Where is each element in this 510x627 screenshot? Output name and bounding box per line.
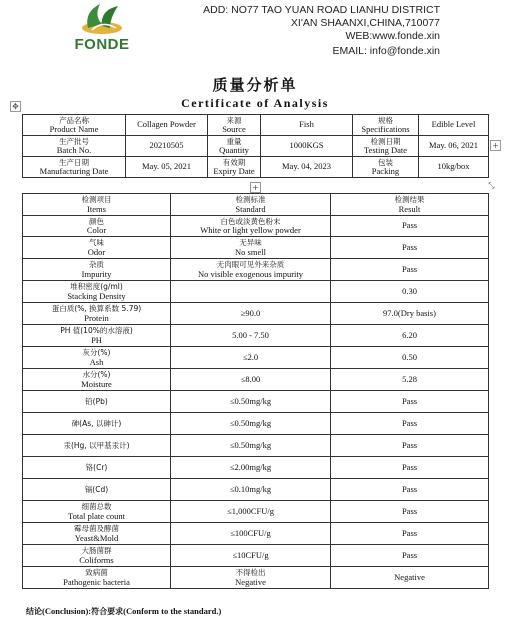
table-row <box>23 216 489 237</box>
item-cell: 大肠菌群 Coliforms <box>23 545 171 567</box>
address-line-2: XI'AN SHAANXI,CHINA,710077 <box>290 17 440 29</box>
table-move-handle-icon[interactable]: ✥ <box>10 101 21 112</box>
batch-label: 生产批号 Batch No. <box>23 136 126 157</box>
standard-cell: ≤8.00 <box>171 369 331 391</box>
add-column-icon[interactable]: + <box>490 140 501 151</box>
table-row <box>23 479 489 501</box>
table-row <box>23 115 489 136</box>
standard-cell: ≤0.50mg/kg <box>171 435 331 457</box>
result-cell: 0.30 <box>331 281 489 303</box>
email: EMAIL: info@fonde.xin <box>332 45 440 57</box>
standard-cell: 不得检出 Negative <box>171 567 331 589</box>
table-row <box>23 157 489 178</box>
standard-cell: ≤0.50mg/kg <box>171 391 331 413</box>
result-cell: 0.50 <box>331 347 489 369</box>
result-cell: Negative <box>331 567 489 589</box>
title-english: Certificate of Analysis <box>181 96 329 110</box>
result-cell: Pass <box>331 391 489 413</box>
table-row <box>23 237 489 259</box>
table-row <box>23 457 489 479</box>
standard-cell: ≤2.00mg/kg <box>171 457 331 479</box>
result-cell: 97.0(Dry basis) <box>331 303 489 325</box>
item-cell: 致病菌 Pathogenic bacteria <box>23 567 171 589</box>
product-name-label: 产品名称 Product Name <box>23 115 126 136</box>
standard-cell: ≤1,000CFU/g <box>171 501 331 523</box>
table-row <box>23 303 489 325</box>
table-resize-handle-icon[interactable]: ⤡ <box>488 181 495 190</box>
result-cell: Pass <box>331 545 489 567</box>
table-row <box>23 391 489 413</box>
item-cell: 铬(Cr) <box>23 457 171 479</box>
standard-cell: 无异味 No smell <box>171 237 331 259</box>
result-cell: Pass <box>331 216 489 237</box>
item-cell: 铅(Pb) <box>23 391 171 413</box>
standard-cell: ≤100CFU/g <box>171 523 331 545</box>
result-cell: Pass <box>331 501 489 523</box>
title-chinese: 质量分析单 <box>212 76 298 94</box>
source-value: Fish <box>261 115 353 136</box>
table-row <box>23 567 489 589</box>
result-cell: Pass <box>331 457 489 479</box>
items-header: 检测项目 Items <box>23 194 171 216</box>
logo-text: FONDE <box>74 36 130 53</box>
item-cell: 细菌总数 Total plate count <box>23 501 171 523</box>
standard-cell <box>171 281 331 303</box>
standard-cell: ≤10CFU/g <box>171 545 331 567</box>
source-label: 来源 Source <box>208 115 261 136</box>
result-cell: Pass <box>331 237 489 259</box>
product-name-value: Collagen Powder <box>126 115 208 136</box>
result-cell: Pass <box>331 523 489 545</box>
result-header: 检测结果 Result <box>331 194 489 216</box>
company-logo <box>62 2 142 62</box>
leaf-logo-icon <box>80 2 124 36</box>
website: WEB:www.fonde.xin <box>345 30 440 42</box>
item-cell: 堆积密度(g/ml) Stacking Density <box>23 281 171 303</box>
table-row <box>23 259 489 281</box>
standard-cell: ≤0.50mg/kg <box>171 413 331 435</box>
item-cell: 霉母菌及酵菌 Yeast&Mold <box>23 523 171 545</box>
testing-date-label: 检测日期 Testing Date <box>353 136 419 157</box>
result-cell: 5.28 <box>331 369 489 391</box>
expiry-date-value: May. 04, 2023 <box>261 157 353 178</box>
packing-value: 10kg/box <box>419 157 489 178</box>
standard-cell: ≤2.0 <box>171 347 331 369</box>
batch-value: 20210505 <box>126 136 208 157</box>
table-row <box>23 369 489 391</box>
quantity-value: 1000KGS <box>261 136 353 157</box>
table-row <box>23 413 489 435</box>
item-cell: PH 值(10%的水溶液) PH <box>23 325 171 347</box>
table-row <box>23 501 489 523</box>
item-cell: 镉(Cd) <box>23 479 171 501</box>
result-cell: Pass <box>331 479 489 501</box>
table-row <box>23 325 489 347</box>
standard-cell: ≤0.10mg/kg <box>171 479 331 501</box>
packing-label: 包装 Packing <box>353 157 419 178</box>
conclusion: 结论(Conclusion):符合要求(Conform to the standard.) <box>26 606 222 616</box>
standard-header: 检测标准 Standard <box>171 194 331 216</box>
spec-label: 规格 Specifications <box>353 115 419 136</box>
quantity-label: 重量 Quantity <box>208 136 261 157</box>
table-row <box>23 136 489 157</box>
standard-cell: 白色或淡黄色粉末 White or light yellow powder <box>171 216 331 237</box>
testing-date-value: May. 06, 2021 <box>419 136 489 157</box>
table-row <box>23 523 489 545</box>
table-row <box>23 347 489 369</box>
result-cell: 6.20 <box>331 325 489 347</box>
item-cell: 蛋白质(%, 换算系数 5.79) Protein <box>23 303 171 325</box>
table-row <box>23 281 489 303</box>
item-cell: 汞(Hg, 以甲基汞计) <box>23 435 171 457</box>
item-cell: 气味 Odor <box>23 237 171 259</box>
expiry-date-label: 有效期 Expiry Date <box>208 157 261 178</box>
table-row <box>23 545 489 567</box>
item-cell: 杂质 Impurity <box>23 259 171 281</box>
standard-cell: 5.00 - 7.50 <box>171 325 331 347</box>
result-cell: Pass <box>331 413 489 435</box>
standard-cell: 无肉眼可见外来杂质 No visible exogenous impurity <box>171 259 331 281</box>
table-row <box>23 435 489 457</box>
standard-cell: ≥90.0 <box>171 303 331 325</box>
item-cell: 水分(%) Moisture <box>23 369 171 391</box>
item-cell: 砷(As, 以砷计) <box>23 413 171 435</box>
result-cell: Pass <box>331 259 489 281</box>
item-cell: 颜色 Color <box>23 216 171 237</box>
add-row-icon[interactable]: + <box>250 182 261 193</box>
letterhead <box>0 0 510 70</box>
mfg-date-label: 生产日期 Manufacturing Date <box>23 157 126 178</box>
address-line-1: ADD: NO77 TAO YUAN ROAD LIANHU DISTRICT <box>203 4 440 16</box>
product-info-table <box>22 114 489 178</box>
test-results-table <box>22 193 489 589</box>
item-cell: 灰分(%) Ash <box>23 347 171 369</box>
result-cell: Pass <box>331 435 489 457</box>
spec-value: Edible Level <box>419 115 489 136</box>
results-header-row <box>23 194 489 216</box>
mfg-date-value: May. 05, 2021 <box>126 157 208 178</box>
